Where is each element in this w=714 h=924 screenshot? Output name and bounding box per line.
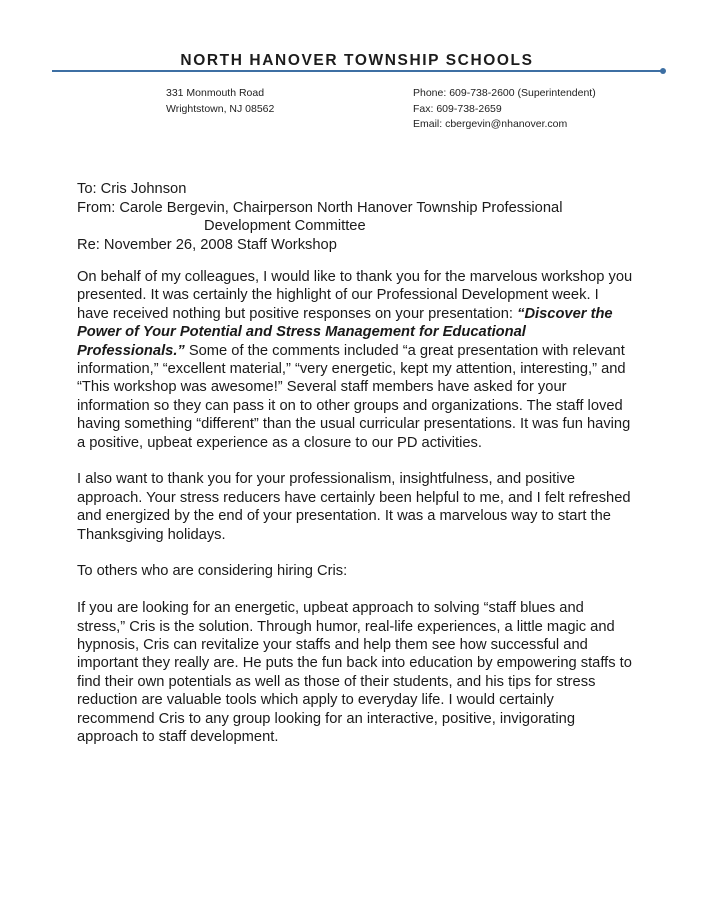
paragraph-professionalism: I also want to thank you for your professionalism, insightfulness, and positive approach. Your stress reducers have certainly been helpful to me, and I felt refreshed and energized by the end of your presentation. It was a marvelous way to start the Thanksgiving holidays. xyxy=(77,471,631,543)
paragraph-others-intro: To others who are considering hiring Cris: xyxy=(77,563,348,580)
contact-fax: Fax: 609-738-2659 xyxy=(413,102,502,115)
memo-from-continued: Development Committee xyxy=(204,218,366,234)
letter-body xyxy=(77,268,633,765)
presentation-title: “Discover the Power of Your Potential and Stress Management for Educational Professionals.” xyxy=(77,305,613,359)
paragraph-recommendation: If you are looking for an energetic, upbeat approach to solving “staff blues and stress,” Cris is the solution. Through humor, real-life experiences, a little magic and hypnosis, Cris can revitalize your staffs and help them see how successful and important they really are. He puts the fun back into education by empowering staffs to find their own potentials as well as those of their students, and his tips for stress reduction are valuable tools which apply to everyday life. I would certainly recommend Cris to any group looking for an interactive, positive, invigorating approach to staff development. xyxy=(77,600,632,746)
memo-to: To: Cris Johnson xyxy=(77,181,187,197)
memo-re: Re: November 26, 2008 Staff Workshop xyxy=(77,236,337,253)
letterhead-rule-dot xyxy=(660,68,666,74)
address-city: Wrightstown, NJ 08562 xyxy=(166,102,275,115)
address-street: 331 Monmouth Road xyxy=(166,87,265,99)
address-block xyxy=(166,86,274,117)
contact-email: Email: cbergevin@nhanover.com xyxy=(413,118,568,130)
letterhead-rule xyxy=(52,70,664,72)
paragraph-thanks-intro: On behalf of my colleagues, I would like to thank you for the marvelous workshop you presented. It was certainly the highlight of our Professional Development week. I have received nothing but positive responses on your presentation: xyxy=(77,269,633,322)
letterhead-title: NORTH HANOVER TOWNSHIP SCHOOLS xyxy=(180,52,534,69)
paragraph-thanks xyxy=(77,268,633,452)
paragraph-thanks-rest: Some of the comments included “a great presentation with relevant information,” “excellent material,” “very energetic, kept my attention, interesting,” and “This workshop was awesome!” Several staff members have asked for your information so they can pass it on to other groups and organizations. The staff loved having something “different” than the usual curricular presentations. It was fun having a positive, upbeat experience as a closure to our PD activities. xyxy=(77,342,631,451)
memo-from: From: Carole Bergevin, Chairperson North Hanover Township Professional xyxy=(77,199,563,216)
contact-block xyxy=(413,86,596,133)
contact-phone: Phone: 609-738-2600 (Superintendent) xyxy=(413,87,596,99)
memo-header xyxy=(77,180,647,254)
